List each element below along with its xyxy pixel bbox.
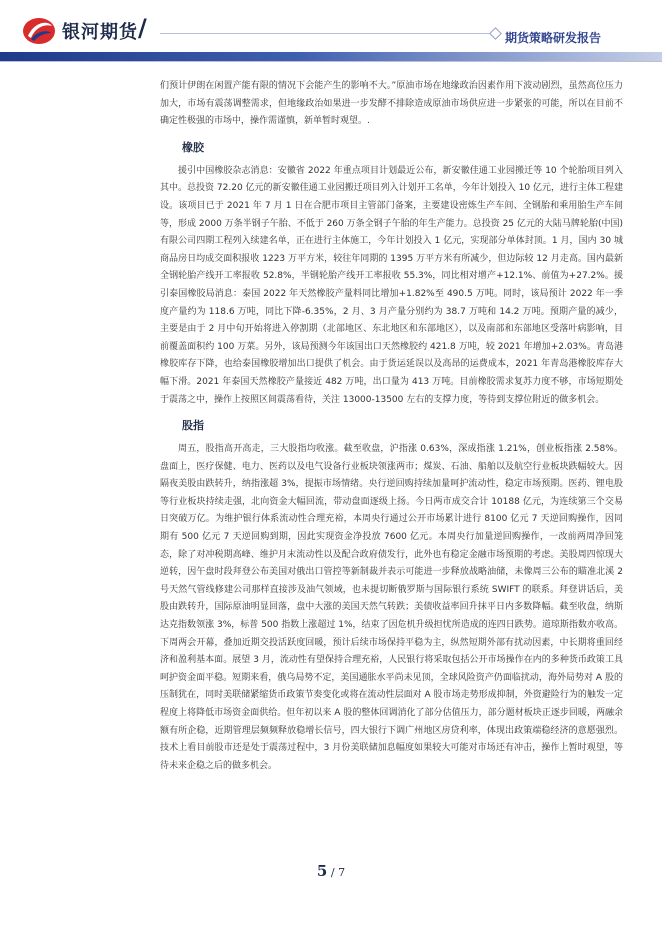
report-body [160, 78, 623, 775]
section-rubber [160, 139, 623, 409]
page-separator: / [327, 866, 339, 879]
section-stock-index [160, 417, 623, 775]
page-header [0, 0, 662, 62]
page-number [0, 861, 662, 880]
intro-paragraph: 们预计伊朗在闲置产能有限的情况下会能产生的影响不大。”原油市场在地缘政治因素作用下波动剧烈，虽然高位压力加大，市场有震荡调整需求，但地缘政治如果进一步发酵不排除造成原油市场供应进一步紧张的可能，所以在目前不确定性极强的市场中，操作需谨慎，新单暂时观望。. [160, 81, 623, 127]
total-pages: 7 [338, 866, 346, 879]
header-color-bar [0, 52, 662, 61]
diamond-icon [489, 27, 502, 40]
section-title-stock-index: 股指 [182, 419, 204, 433]
header-slash: / [138, 14, 147, 42]
report-title: 期货策略研发报告 [505, 31, 602, 45]
current-page: 5 [316, 862, 328, 880]
section-body-stock-index: 周五，股指高开高走，三大股指均收涨。截至收盘，沪指涨 0.63%，深成指涨 1.21%，创业板指涨 2.58%。盘面上，医疗保健、电力、医药以及电气设备行业板块领涨两市；煤炭、石油、船舶以及航空行业板块跌幅较大。因隔夜美股由跌转升，纳指涨超 3%，提振市场情绪。央行逆回购持续加量呵护流动性，稳定市场预期。医药、锂电股等行业板块持续走强，北向资金大幅回流，带动盘面逐级上扬。今日两市成交合计 10188 亿元，为连续第三个交易日突破万亿。为维护银行体系流动性合理充裕，本周央行通过公开市场累计进行 8100 亿元 7 天逆回购操作，因同期有 500 亿元 7 天逆回购到期，因此实现资金净投放 7600 亿元。本周央行加量逆回购操作，一改前两周净回笼态，除了对冲税期高峰、维护月末流动性以及配合政府债发行，此外也有稳定金融市场预期的考虑。美股周四惊现大逆转，因午盘时段拜登公布美国对俄出口管控等新制裁并表示可能进一步释放战略油储，未像周三公布的瞄准北溪 2 号天然气管线修建公司那样直接涉及油气领域，也未提切断俄罗斯与国际银行系统 SWIFT 的联系。拜登讲话后，美股由跌转升，国际原油明显回落，盘中大涨的美国天然气转跌；美债收益率回升抹平日内多数降幅。截至收盘，纳斯达克指数领涨 3%，标普 500 指数上涨超过 1%，结束了因危机升级担忧所造成的连四日跌势。道琼斯指数亦收高。下周两会开幕，叠加近期交投活跃度回暖，预计后续市场保持平稳为主，纵然短期外部有扰动因素，中长期将重回经济和盈利基本面。展望 3 月，流动性有望保持合理充裕，人民银行将采取包括公开市场操作在内的多种货币政策工具呵护资金面平稳。短期来看，俄乌局势不定，美国通胀水平尚未见顶，全球风险资产仍面临扰动，海外局势对 A 股的压制犹在，同时美联储紧缩货币政策节奏变化或将在流动性层面对 A 股市场走势形成抑制，外资避险行为的触发一定程度上将降低市场资金面供给。但年初以来 A 股的整体回调消化了部分估值压力，部分题材板块正逐步回暖，两融余额有所企稳，近期管理层频频释放稳增长信号，四大银行下调广州地区房贷利率，体现出政策端稳经济的意愿强烈。技术上看目前股市还是处于震荡过程中，3 月份美联储加息幅度如果较大可能对市场还有冲击，操作上暂时观望，等待未来企稳之后的做多机会。 [160, 444, 623, 771]
section-body-rubber: 援引中国橡胶杂志消息：安徽省 2022 年重点项目计划最近公布，新安徽佳通工业园搬迁等 10 个轮胎项目列入其中。总投资 72.20 亿元的新安徽佳通工业园搬迁项目列入计划开工名单，今年计划投入 10 亿元，进行主体工程建设。该项目已于 2021 年 7 月 1 日在合肥市项目主管部门备案，主要建设密炼生产车间、全钢胎和乘用胎生产车间等，形成 2000 万条半钢子午胎、不低于 260 万条全钢子午胎的年生产能力。总投资 25 亿元的大陆马牌轮胎(中国)有限公司四期工程列入续建名单，正在进行主体施工，今年计划投入 1 亿元，实现部分单体封顶。1 月，国内 30 城商品房日均成交面积报收 1223 万平方米，较往年同期的 1395 万平方米有所减少，但边际较 12 月走高。国内最新全钢轮胎产线开工率报收 52.8%，半钢轮胎产线开工率报收 55.3%，同比相对增产+12.1%、前值为+27.2%。援引泰国橡胶局消息：泰国 2022 年天然橡胶产量料同比增加+1.82%至 490.5 万吨。同时，该局预计 2022 年一季度产量约为 118.6 万吨，同比下降-6.35%，2 月、3 月产量分别约为 38.7 万吨和 14.2 万吨。预期产量的减少，主要是由于 2 月中旬开始将进入停割期（北部地区、东北地区和东部地区），以及南部和东部地区受落叶病影响，目前覆盖面积约 100 万菜。另外，该局预测今年该国出口天然橡胶约 421.8 万吨，较 2021 年增加+2.03%。青岛港橡胶库存下降，也给泰国橡胶增加出口提供了机会。由于货运延误以及高昂的运费成本，2021 年青岛港橡胶库存大幅下滑。2021 年泰国天然橡胶产量接近 482 万吨，出口量为 413 万吨。目前橡胶需求复苏力度不够，市场短期处于震荡之中，操作上按照区间震荡看待，关注 13000-13500 左右的支撑力度，等待到支撑位附近的做多机会。 [160, 165, 623, 405]
galaxy-logo-icon [22, 16, 56, 46]
header-divider-line [160, 33, 496, 34]
section-title-rubber: 橡胶 [182, 140, 204, 154]
brand-name: 银河期货 [62, 22, 138, 43]
header-bar-underline [0, 61, 662, 62]
